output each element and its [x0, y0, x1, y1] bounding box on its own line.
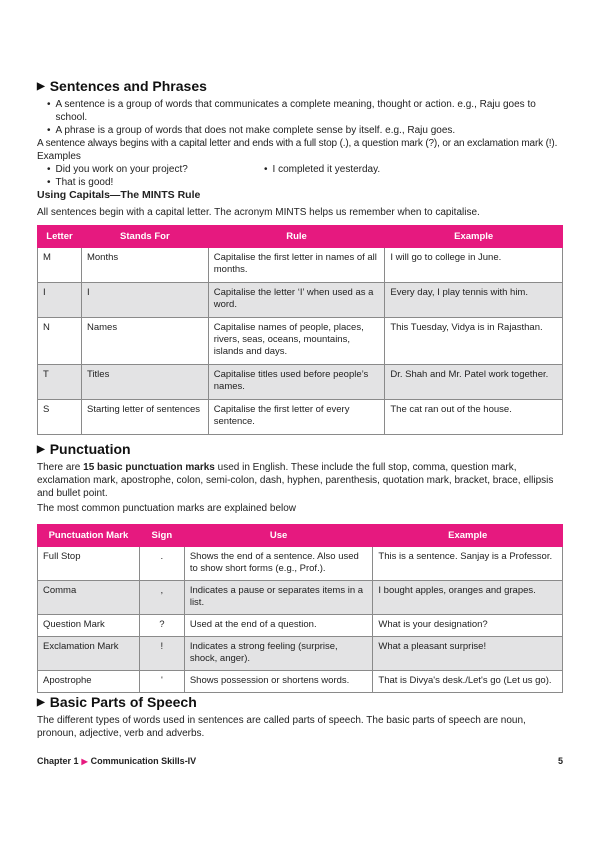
column-header: Stands For: [81, 226, 208, 248]
table-row: Apostrophe ' Shows possession or shortens words. That is Divya's desk./Let's go (Let us go).: [38, 671, 563, 693]
paragraph: There are 15 basic punctuation marks used in English. These include the full stop, comma, question mark, exclamation mark, apostrophe, colon, semi-colon, dash, hyphen, parenthesis, quotation mark, bracket, brace, ellipsis and bullet point.: [37, 462, 554, 499]
examples-row: [37, 163, 563, 176]
examples-label: Examples: [37, 151, 81, 162]
paragraph: The different types of words used in sentences are called parts of speech. The basic parts of speech are noun, pronoun, adjective, verb and adverbs.: [37, 715, 526, 739]
table-row: Full Stop . Shows the end of a sentence. Also used to show short forms (e.g., Prof.). This is a sentence. Sanjay is a Professor.: [38, 547, 563, 581]
list-item: • Did you work on your project?: [47, 164, 188, 175]
column-header: Rule: [208, 226, 385, 248]
punctuation-table: [37, 524, 563, 693]
section-heading: ▶ Sentences and Phrases: [37, 78, 207, 94]
table-row: Exclamation Mark ! Indicates a strong feeling (surprise, shock, anger). What a pleasant surprise!: [38, 637, 563, 671]
column-header: Letter: [38, 226, 82, 248]
section-heading: ▶ Punctuation: [37, 441, 131, 457]
triangle-bullet-icon: ▶: [37, 80, 45, 92]
table-header-row: [38, 525, 563, 547]
table-row: T Titles Capitalise titles used before people’s names. Dr. Shah and Mr. Patel work together.: [38, 365, 563, 400]
footer-chapter: Chapter 1 ▶ Communication Skills-IV: [37, 756, 197, 766]
page-footer: [37, 756, 563, 766]
column-header: Example: [373, 525, 563, 547]
section-heading: ▶ Basic Parts of Speech: [37, 694, 197, 710]
table-row: Comma , Indicates a pause or separates items in a list. I bought apples, oranges and grapes.: [38, 581, 563, 615]
list-item: • I completed it yesterday.: [264, 164, 381, 175]
subsection-heading: Using Capitals—The MINTS Rule: [37, 189, 201, 201]
column-header: Use: [184, 525, 373, 547]
table-row: M Months Capitalise the first letter in names of all months. I will go to college in June.: [38, 248, 563, 283]
list-item: • That is good!: [47, 177, 114, 188]
triangle-bullet-icon: ▶: [81, 757, 88, 766]
table-row: I I Capitalise the letter ‘I’ when used as a word. Every day, I play tennis with him.: [38, 283, 563, 318]
table-row: N Names Capitalise names of people, places, rivers, seas, oceans, mountains, islands and days. This Tuesday, Vidya is in Rajasthan.: [38, 318, 563, 365]
column-header: Sign: [139, 525, 184, 547]
paragraph: All sentences begin with a capital letter. The acronym MINTS helps us remember when to capitalise.: [37, 207, 480, 218]
triangle-bullet-icon: ▶: [37, 696, 45, 708]
paragraph: A sentence always begins with a capital letter and ends with a full stop (.), a question mark (?), or an exclamation mark (!).: [37, 138, 558, 149]
sentences-block: [37, 98, 563, 189]
table-row: S Starting letter of sentences Capitalise the first letter of every sentence. The cat ran out of the house.: [38, 400, 563, 435]
list-item: • A phrase is a group of words that does not make complete sense by itself. e.g., Raju goes.: [47, 125, 456, 136]
list-item: • A sentence is a group of words that communicates a complete meaning, thought or action. e.g., Raju goes to school.: [47, 99, 536, 123]
column-header: Punctuation Mark: [38, 525, 140, 547]
mints-table: [37, 225, 563, 435]
triangle-bullet-icon: ▶: [37, 443, 45, 455]
column-header: Example: [385, 226, 563, 248]
page-number: 5: [557, 756, 563, 766]
paragraph: The most common punctuation marks are explained below: [37, 503, 297, 514]
table-row: Question Mark ? Used at the end of a question. What is your designation?: [38, 615, 563, 637]
table-header-row: [38, 226, 563, 248]
